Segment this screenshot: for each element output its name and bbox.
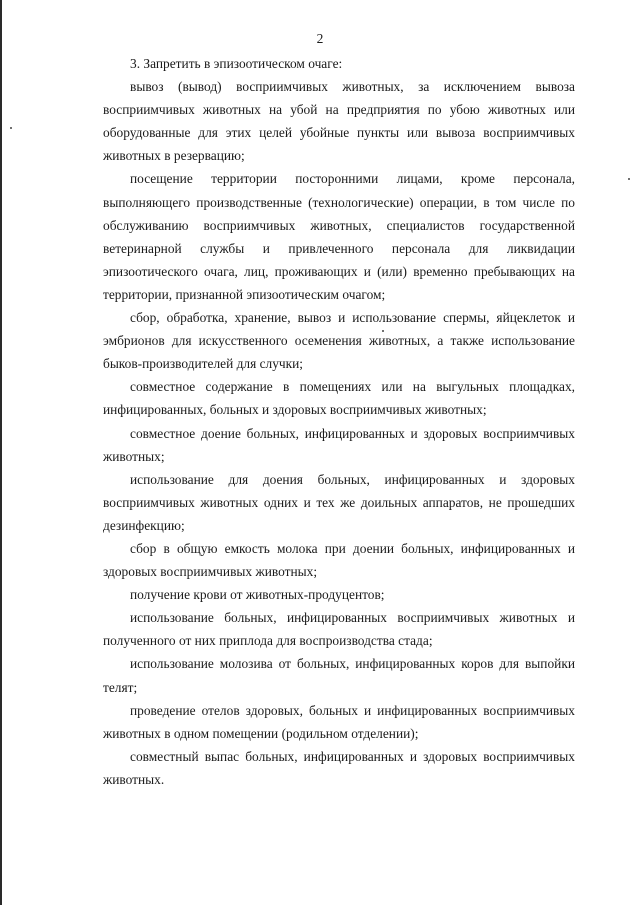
paragraph-export-animals: вывоз (вывод) восприимчивых животных, за исключением вывоза восприимчивых животных на убой на предприятия по убою животных или оборудованные для этих целей убойные пункты или вывоза восприимчивых животных в резервацию; xyxy=(103,79,575,164)
paragraph-milk-collection: сбор в общую емкость молока при доении больных, инфицированных и здоровых восприимчивых животных; xyxy=(103,540,575,580)
paragraph-visiting-territory: посещение территории посторонними лицами, кроме персонала, выполняющего производственные (технологические) операции, в том числе по обслуживанию восприимчивых животных, специалистов государственной ветеринарной службы и привлеченного персонала для ликвидации эпизоотического очага, лиц, проживающих и (или) временно пребывающих на территории, признанной эпизоотическим очагом; xyxy=(103,171,575,302)
paragraph-joint-keeping: совместное содержание в помещениях или на выгульных площадках, инфицированных, больных и здоровых восприимчивых животных; xyxy=(103,379,575,418)
document-body xyxy=(103,52,575,791)
page-number: 2 xyxy=(316,31,324,46)
paragraph-blood-collection: получение крови от животных-продуцентов; xyxy=(130,587,385,603)
paragraph-joint-milking: совместное доение больных, инфицированных и здоровых восприимчивых животных; xyxy=(103,425,575,464)
scan-speck xyxy=(10,127,12,129)
paragraph-milking-apparatus: использование для доения больных, инфицированных и здоровых восприимчивых животных одних и тех же доильных аппаратов, не прошедших дезинфекцию; xyxy=(103,471,575,533)
paragraph-colostrum: использование молозива от больных, инфицированных коров для выпойки телят; xyxy=(103,656,575,695)
section-heading: 3. Запретить в эпизоотическом очаге: xyxy=(130,56,343,71)
paragraph-sperm-embryos: сбор, обработка, хранение, вывоз и использование спермы, яйцеклеток и эмбрионов для искусственного осеменения животных, а также использование быков-производителей для случки; xyxy=(103,310,575,372)
scan-speck xyxy=(628,178,630,180)
paragraph-calving: проведение отелов здоровых, больных и инфицированных восприимчивых животных в одном помещении (родильном отделении); xyxy=(103,702,575,741)
scan-left-edge xyxy=(0,0,2,905)
paragraph-grazing: совместный выпас больных, инфицированных и здоровых восприимчивых животных. xyxy=(103,748,575,787)
paragraph-reproduction: использование больных, инфицированных восприимчивых животных и полученного от них приплода для воспроизводства стада; xyxy=(103,610,575,649)
